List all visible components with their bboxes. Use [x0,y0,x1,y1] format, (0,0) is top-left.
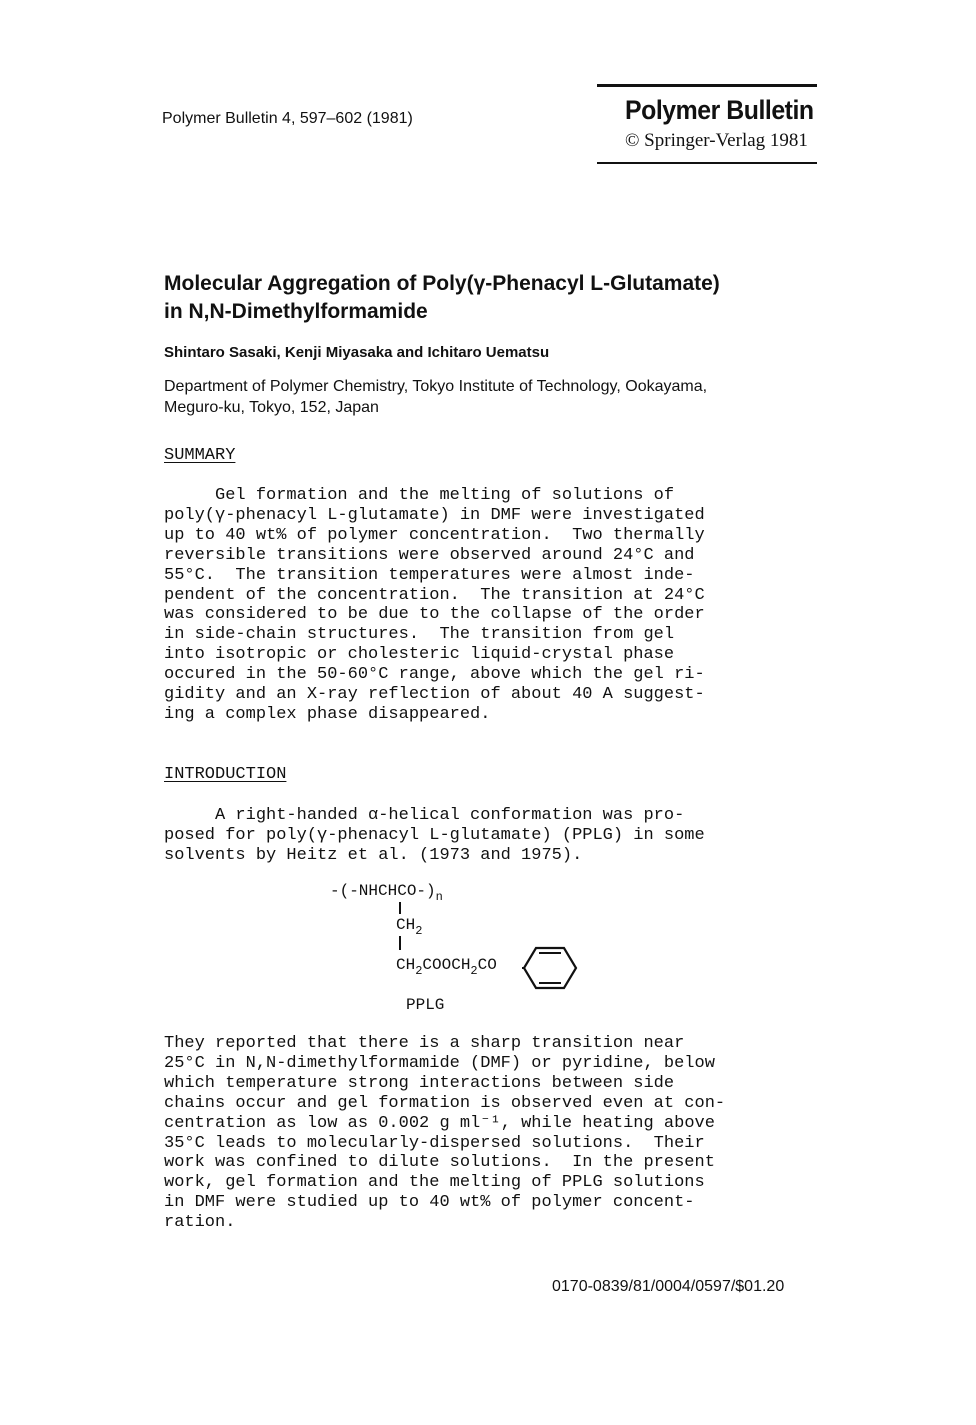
introduction-heading: INTRODUCTION [164,765,287,784]
journal-brand-block [597,84,817,164]
side-chain-cooch: COOCH [422,956,471,974]
brand-rule-bottom [597,162,817,164]
paper-title-line-2: in N,N-Dimethylformamide [164,300,428,323]
affiliation [164,376,824,418]
backbone-text: -(-NHCHCO-) [330,882,436,900]
affiliation-line-2: Meguro-ku, Tokyo, 152, Japan [164,399,379,416]
brand-rule-top [597,84,817,87]
methylene-group [396,916,423,938]
benzene-ring-icon [522,944,578,992]
bond-line-1 [399,902,401,914]
methylene-ch: CH [396,916,416,934]
journal-citation: Polymer Bulletin 4, 597–602 (1981) [162,110,413,127]
author-list: Shintaro Sasaki, Kenji Miyasaka and Ichitaro Uematsu [164,344,550,361]
side-chain-ch: CH [396,956,416,974]
side-chain-subscript-b: 2 [470,964,478,978]
backbone-subscript: n [435,890,443,904]
summary-heading: SUMMARY [164,446,236,465]
introduction-paragraph-1: A right-handed α-helical conformation was pro- posed for poly(γ-phenacyl L-glutamate) (PPLG) in some solvents by Heitz et al. (1973 and 1975). [164,806,705,865]
structure-label: PPLG [406,996,445,1014]
side-chain-formula [396,956,497,978]
copyright-notice: © Springer-Verlag 1981 [625,130,808,151]
methylene-subscript: 2 [415,924,423,938]
side-chain-co: CO [477,956,497,974]
side-chain-subscript-a: 2 [415,964,423,978]
introduction-paragraph-2: They reported that there is a sharp transition near 25°C in N,N-dimethylformamide (DMF) or pyridine, below which temperature strong interactions between side chains occur and gel formation is observed even at con- centration as low as 0.002 g ml⁻¹, while heating above 35°C leads to molecularly-dispersed solutions. Their work was confined to dilute solutions. In the present work, gel formation and the melting of PPLG solutions in DMF were studied up to 40 wt% of polymer concent- ration. [164,1034,726,1233]
paper-title [164,270,884,326]
issn-code: 0170-0839/81/0004/0597/$01.20 [552,1278,785,1295]
affiliation-line-1: Department of Polymer Chemistry, Tokyo Institute of Technology, Ookayama, [164,378,708,395]
backbone-formula [330,882,443,904]
journal-title: Polymer Bulletin [625,95,814,125]
bond-line-2 [399,936,401,950]
pplg-structure-diagram [330,882,590,1017]
paper-title-line-1: Molecular Aggregation of Poly(γ-Phenacyl L-Glutamate) [164,272,720,295]
summary-paragraph: Gel formation and the melting of solutions of poly(γ-phenacyl L-glutamate) in DMF were investigated up to 40 wt% of polymer concentration. Two thermally reversible transitions were observed around 24°C and 55°C. The transition temperatures were almost inde- pendent of the concentration. The transition at 24°C was considered to be due to the collapse of the order in side-chain structures. The transition from gel into isotropic or cholesteric liquid-crystal phase occured in the 50-60°C range, above which the gel ri- gidity and an X-ray reflection of about 40 A suggest- ing a complex phase disappeared. [164,486,705,724]
